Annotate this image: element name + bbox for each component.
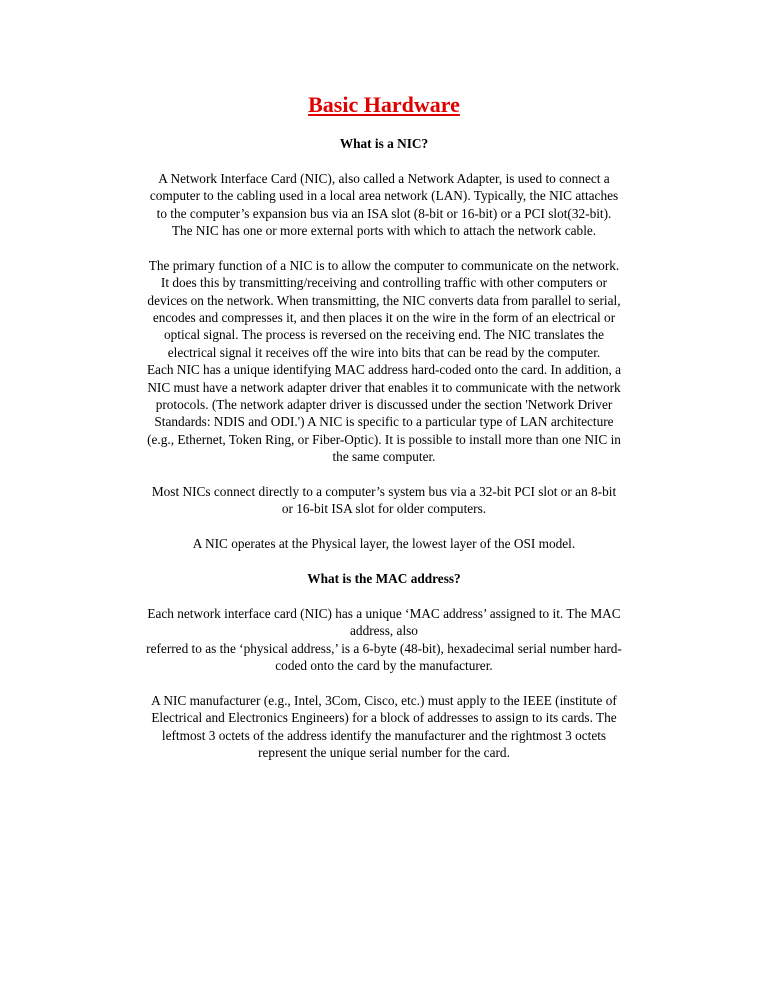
document-page — [104, 88, 664, 779]
paragraph-nic-definition — [104, 170, 664, 240]
text-line: protocols. (The network adapter driver is discussed under the section 'Network Driver — [155, 397, 613, 413]
text-line: devices on the network. When transmitting, the NIC converts data from parallel to serial, — [147, 292, 621, 308]
text-line: NIC must have a network adapter driver that enables it to communicate with the network — [147, 379, 621, 395]
section-heading-nic: What is a NIC? — [339, 136, 429, 151]
text-line: leftmost 3 octets of the address identify the manufacturer and the rightmost 3 octets — [161, 727, 607, 743]
text-line: The NIC has one or more external ports with which to attach the network cable. — [171, 223, 597, 239]
text-line: Standards: NDIS and ODI.') A NIC is specific to a particular type of LAN architecture — [154, 414, 614, 430]
text-line: Each NIC has a unique identifying MAC address hard-coded onto the card. In addition, a — [146, 362, 622, 378]
text-line: computer to the cabling used in a local area network (LAN). Typically, the NIC attaches — [149, 188, 619, 204]
text-line: Each network interface card (NIC) has a unique ‘MAC address’ assigned to it. The MAC — [147, 605, 621, 621]
text-line: represent the unique serial number for the card. — [258, 745, 510, 761]
paragraph-nic-bus — [104, 483, 664, 518]
text-line: optical signal. The process is reversed on the receiving end. The NIC translates the — [163, 327, 605, 343]
text-line: the same computer. — [332, 449, 436, 465]
text-line: coded onto the card by the manufacturer. — [275, 658, 493, 674]
text-line: A NIC manufacturer (e.g., Intel, 3Com, Cisco, etc.) must apply to the IEEE (institute of — [151, 692, 617, 708]
paragraph-mac-definition — [104, 605, 664, 675]
text-line: Electrical and Electronics Engineers) for a block of addresses to assign to its cards. The — [151, 710, 617, 726]
text-line: (e.g., Ethernet, Token Ring, or Fiber-Optic). It is possible to install more than one NIC in — [147, 431, 621, 447]
text-line: referred to as the ‘physical address,’ is a 6-byte (48-bit), hexadecimal serial number hard- — [146, 640, 622, 656]
text-line: address, also — [350, 623, 418, 639]
section-heading-mac: What is the MAC address? — [307, 571, 461, 587]
text-line: or 16-bit ISA slot for older computers. — [281, 501, 487, 517]
text-line: to the computer’s expansion bus via an ISA slot (8-bit or 16-bit) or a PCI slot(32-bit). — [156, 205, 612, 221]
paragraph-mac-ieee — [104, 692, 664, 762]
text-line: Most NICs connect directly to a computer’s system bus via a 32-bit PCI slot or an 8-bit — [151, 484, 617, 500]
text-line: encodes and compresses it, and then places it on the wire in the form of an electrical or — [152, 310, 616, 326]
text-line: It does this by transmitting/receiving and controlling traffic with other computers or — [160, 275, 608, 291]
text-line: A Network Interface Card (NIC), also called a Network Adapter, is used to connect a — [158, 170, 610, 186]
paragraph-nic-function — [104, 257, 664, 361]
text-line: The primary function of a NIC is to allow the computer to communicate on the network. — [148, 257, 620, 273]
document-title: Basic Hardware — [308, 92, 460, 117]
paragraph-nic-osi — [104, 535, 664, 552]
text-line: A NIC operates at the Physical layer, the lowest layer of the OSI model. — [192, 536, 576, 552]
text-line: electrical signal it receives off the wire into bits that can be read by the computer. — [167, 344, 601, 360]
paragraph-nic-mac-driver — [104, 361, 664, 465]
